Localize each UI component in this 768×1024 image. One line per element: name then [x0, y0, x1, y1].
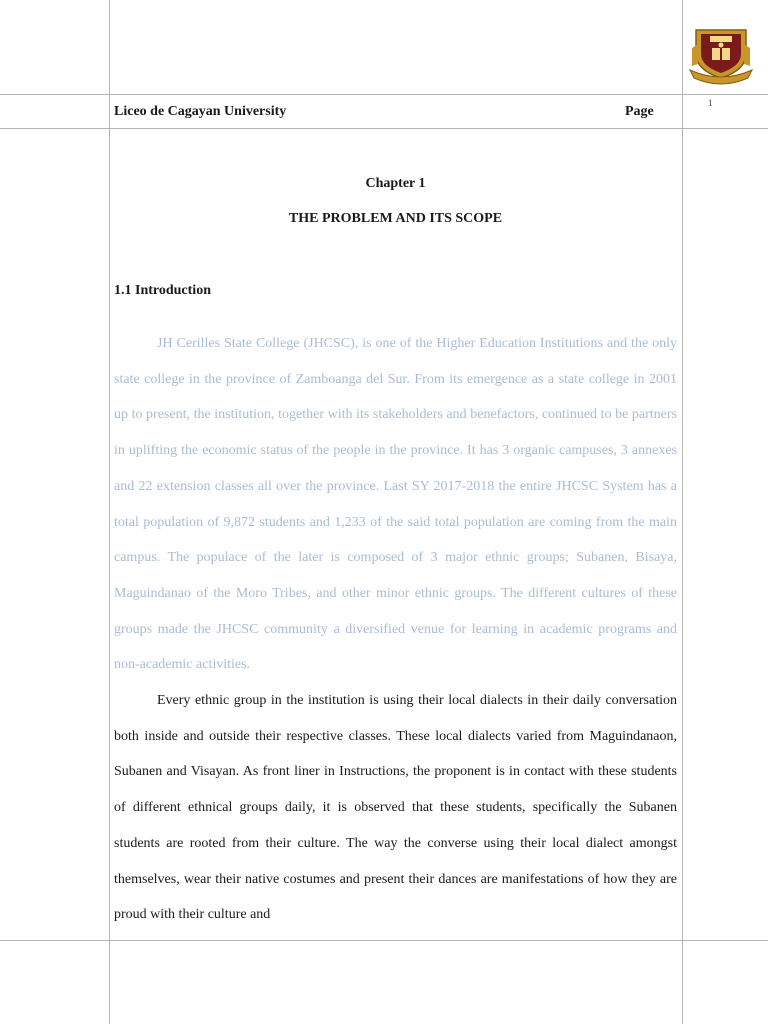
page-number: 1 — [708, 98, 713, 108]
left-margin-rule — [109, 0, 110, 1024]
chapter-title: THE PROBLEM AND ITS SCOPE — [288, 211, 503, 226]
section-heading: 1.1 Introduction — [114, 283, 211, 298]
intro-paragraph: Every ethnic group in the institution is using their local dialects in their daily conversation both inside and outside their respective classes. These local dialects varied from Maguindanaon, Subanen and Visayan. As front liner in Instructions, the proponent is in contact with these students of different ethnical groups daily, it is observed that these students, specifically the Subanen students are rooted from their culture. The way the converse using their local dialect amongst themselves, wear their native costumes and present their dances are manifestations of how they are proud with their culture and — [114, 693, 677, 923]
header-top-rule — [0, 94, 768, 95]
header-university-name: Liceo de Cagayan University — [114, 104, 287, 119]
footer-rule — [0, 940, 768, 941]
right-margin-rule — [682, 0, 683, 1024]
chapter-number: Chapter 1 — [365, 176, 426, 191]
header-page-label: Page — [625, 104, 654, 119]
university-seal-logo — [688, 20, 754, 86]
intro-paragraph-highlighted: JH Cerilles State College (JHCSC), is one of the Higher Education Institutions and the only state college in the province of Zamboanga del Sur. From its emergence as a state college in 2001 up to present, the institution, together with its stakeholders and benefactors, continued to be partners in uplifting the economic status of the people in the province. It has 3 organic campuses, 3 annexes and 22 extension classes all over the province. Last SY 2017-2018 the entire JHCSC System has a total population of 9,872 students and 1,233 of the said total population are coming from the main campus. The populace of the later is composed of 3 major ethnic groups; Subanen, Bisaya, Maguindanao of the Moro Tribes, and other minor ethnic groups. The different cultures of these groups made the JHCSC community a diversified venue for learning in academic programs and non-academic activities. — [114, 336, 677, 673]
header-bottom-rule — [0, 128, 768, 129]
